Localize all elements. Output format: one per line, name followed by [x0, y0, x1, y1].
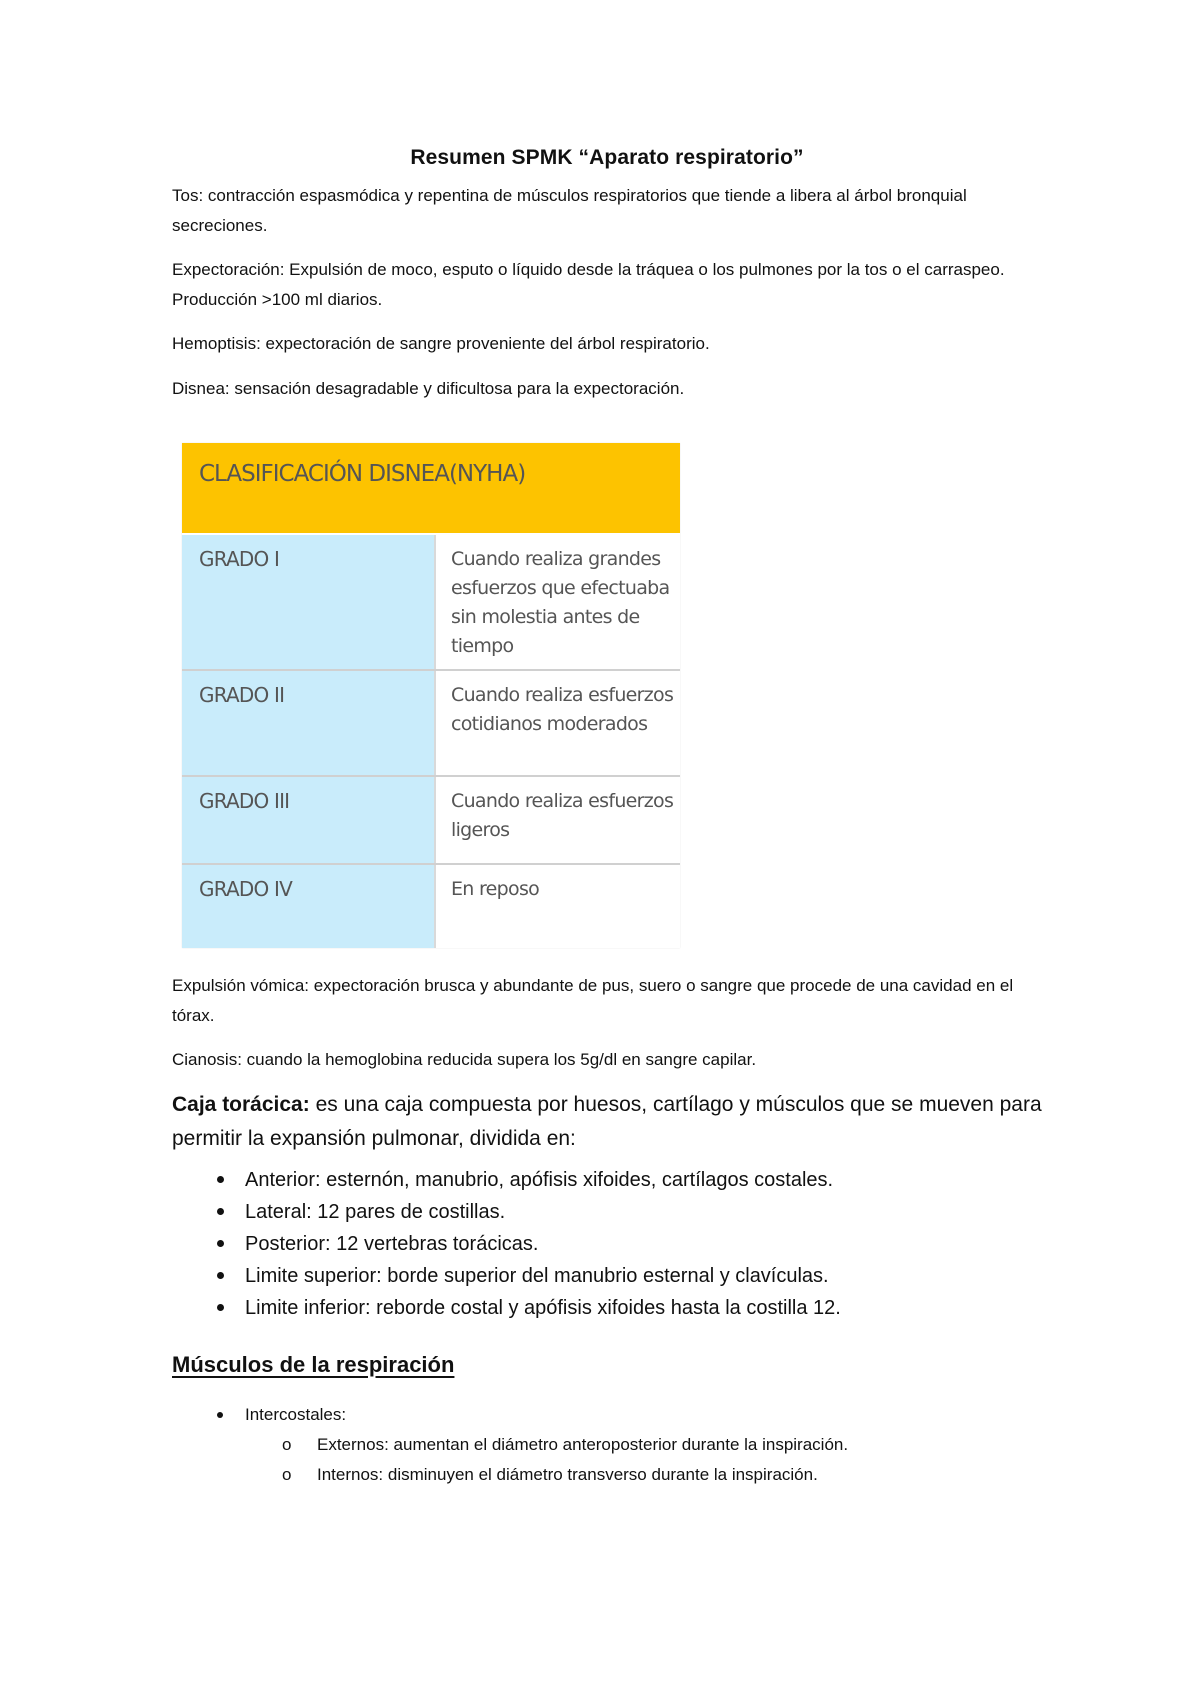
caja-toracica-list [172, 1164, 841, 1324]
sub-list-item [172, 1430, 848, 1460]
paragraph-expectoracion: Expectoración: Expulsión de moco, esputo o líquido desde la tráquea o los pulmones por la tos o el carraspeo. Producción >100 ml diarios. [172, 260, 1005, 309]
nyha-dyspnea-table [182, 443, 680, 948]
paragraph-tos: Tos: contracción espasmódica y repentina de músculos respiratorios que tiende a libera al árbol bronquial secreciones. [172, 186, 967, 235]
grade-label: GRADO III [199, 789, 290, 813]
grade-description: Cuando realiza grandes esfuerzos que efectuaba sin molestia antes de tiempo [451, 548, 670, 657]
sub-item-text: Internos: disminuyen el diámetro transverso durante la inspiración. [317, 1465, 818, 1484]
list-item: Limite superior: borde superior del manubrio esternal y clavículas. [172, 1260, 841, 1292]
caja-toracica-term: Caja torácica: [172, 1093, 310, 1116]
table-row [182, 777, 680, 863]
paragraph-hemoptisis: Hemoptisis: expectoración de sangre proveniente del árbol respiratorio. [172, 334, 710, 353]
document-title: Resumen SPMK “Aparato respiratorio” [410, 146, 804, 169]
list-item: Limite inferior: reborde costal y apófisis xifoides hasta la costilla 12. [172, 1292, 841, 1324]
list-item: Anterior: esternón, manubrio, apófisis xifoides, cartílagos costales. [172, 1164, 841, 1196]
section-heading-musculos: Músculos de la respiración [172, 1352, 455, 1377]
list-item: Intercostales: [172, 1400, 848, 1430]
caja-toracica-intro [172, 1088, 1042, 1156]
sub-bullet-marker: o [282, 1435, 292, 1454]
caja-toracica-text: es una caja compuesta por huesos, cartílago y músculos que se mueven para permitir la expansión pulmonar, dividida en: [172, 1093, 1042, 1150]
paragraph-vomica: Expulsión vómica: expectoración brusca y abundante de pus, suero o sangre que procede de una cavidad en el tórax. [172, 976, 1014, 1025]
sub-bullet-marker: o [282, 1465, 292, 1484]
table-header [182, 443, 680, 535]
table-row [182, 865, 680, 948]
sub-list-item [172, 1460, 848, 1490]
sub-item-text: Externos: aumentan el diámetro anteroposterior durante la inspiración. [317, 1435, 849, 1454]
grade-description: Cuando realiza esfuerzos ligeros [451, 790, 674, 841]
grade-description: Cuando realiza esfuerzos cotidianos moderados [451, 684, 674, 735]
paragraph-disnea: Disnea: sensación desagradable y dificultosa para la expectoración. [172, 379, 685, 398]
paragraph-cianosis: Cianosis: cuando la hemoglobina reducida supera los 5g/dl en sangre capilar. [172, 1050, 757, 1069]
grade-description: En reposo [451, 878, 540, 900]
table-row [182, 535, 680, 669]
grade-label: GRADO II [199, 683, 285, 707]
list-item: Lateral: 12 pares de costillas. [172, 1196, 841, 1228]
grade-label: GRADO I [199, 547, 280, 571]
grade-label: GRADO IV [199, 877, 292, 901]
table-header-text: CLASIFICACIÓN DISNEA(NYHA) [199, 461, 526, 487]
list-item: Posterior: 12 vertebras torácicas. [172, 1228, 841, 1260]
table-row [182, 671, 680, 775]
musculos-list [172, 1400, 848, 1490]
